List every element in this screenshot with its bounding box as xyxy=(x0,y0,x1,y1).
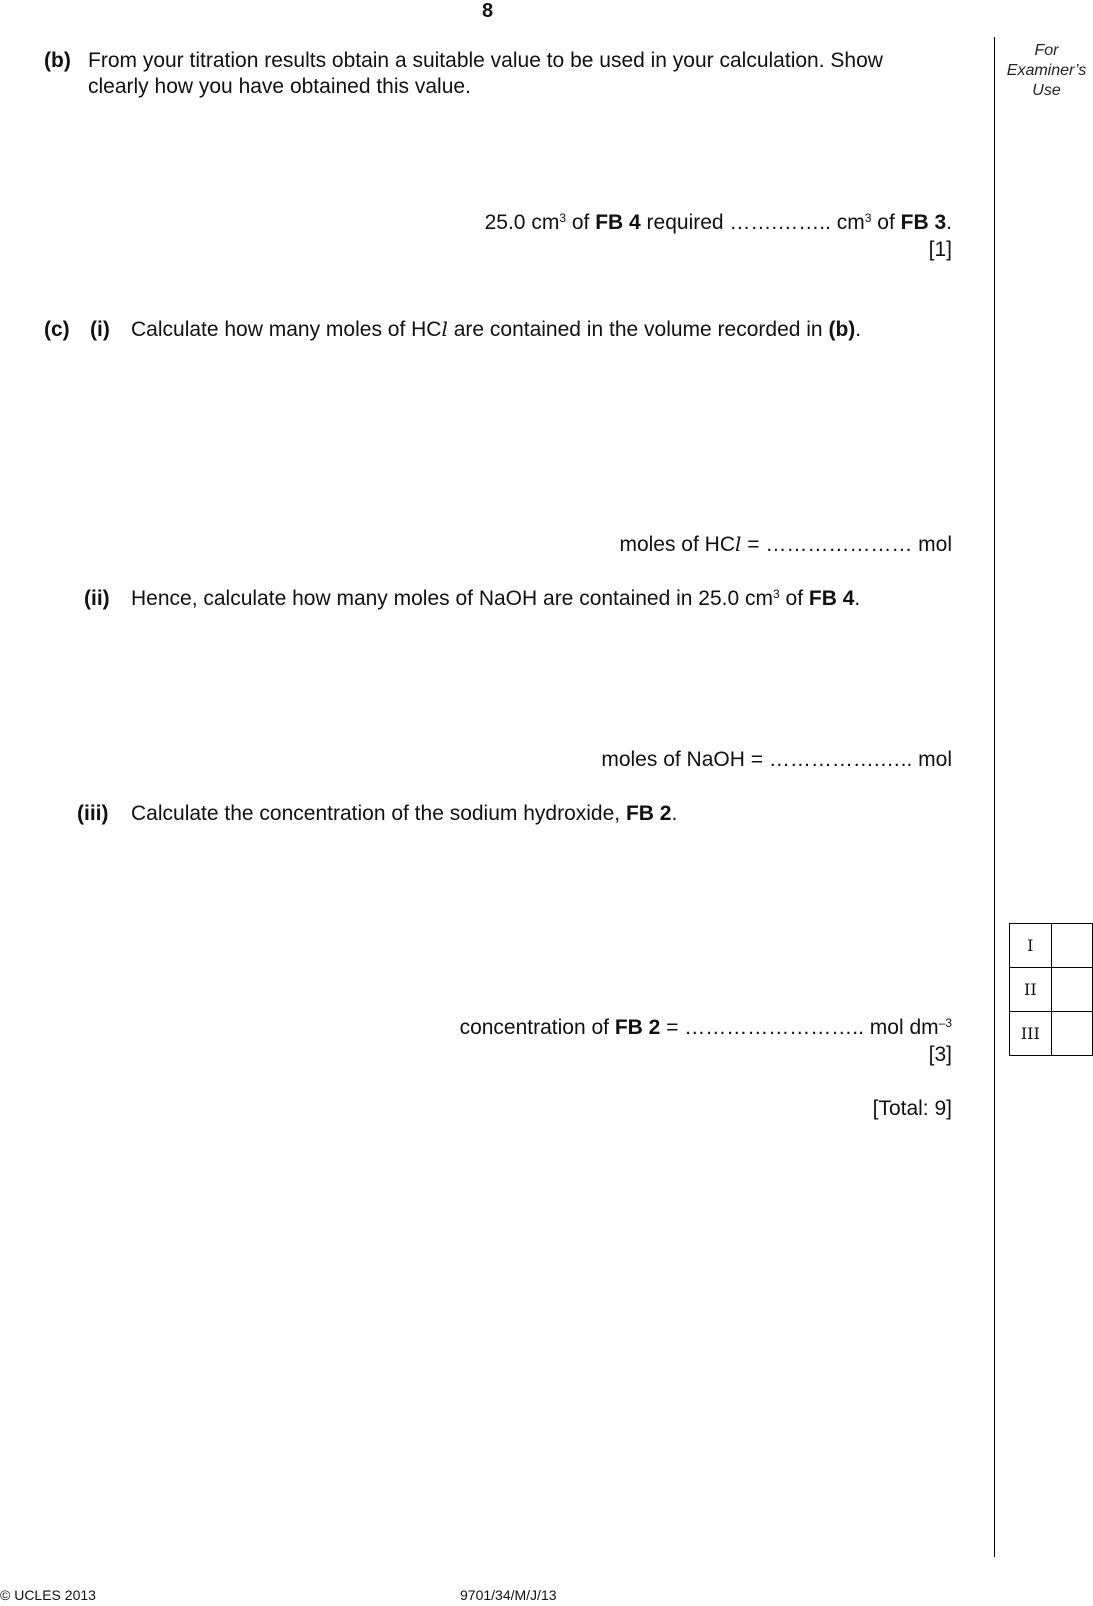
part-c-iii-marks: [3] xyxy=(928,1043,952,1066)
footer-copyright: © UCLES 2013 xyxy=(0,1587,96,1603)
mark-row-label: III xyxy=(1010,1012,1052,1056)
part-c-ii-question xyxy=(131,585,860,612)
part-b-answer-of2: of xyxy=(871,211,901,234)
part-c-i-text-before: Calculate how many moles of HC xyxy=(131,318,442,341)
mark-cell xyxy=(1051,924,1092,968)
part-c-ii-text-before: Hence, calculate how many moles of NaOH are contained in 25.0 cm xyxy=(131,587,773,610)
part-c-i-answer-ell: l xyxy=(734,532,742,556)
part-c-i-ref: (b) xyxy=(828,318,856,341)
part-c-iii-question xyxy=(131,800,677,827)
examiner-margin-line xyxy=(994,37,995,1557)
part-b-answer-fb3: FB 3 xyxy=(900,211,947,234)
part-c-i-answer-before: moles of HC xyxy=(619,533,735,556)
part-b-marks: [1] xyxy=(928,238,952,261)
part-b-answer-required: required …….…….. cm xyxy=(640,211,865,234)
part-b-answer-fb4: FB 4 xyxy=(595,211,641,234)
examiner-use-label: For Examiner’s Use xyxy=(1006,42,1087,99)
part-b-answer-of: of xyxy=(566,211,596,234)
part-b-answer-sup2: 3 xyxy=(864,211,872,225)
part-b-question-line2: clearly how you have obtained this value. xyxy=(88,75,471,98)
examiner-mark-table xyxy=(1009,923,1093,1056)
part-c-label: (c) xyxy=(44,318,70,341)
page-number: 8 xyxy=(481,0,494,22)
part-c-ii-sup: 3 xyxy=(773,587,780,601)
part-c-iii-answer-sup: –3 xyxy=(938,1016,952,1030)
part-b-answer-end: . xyxy=(946,211,952,234)
part-b-label: (b) xyxy=(44,49,71,72)
part-c-iii-answer-after: = …………………….. mol dm xyxy=(660,1016,939,1039)
total-marks: [Total: 9] xyxy=(872,1097,952,1120)
mark-row-label: I xyxy=(1010,924,1052,968)
mark-cell xyxy=(1051,1012,1092,1056)
part-c-iii-ref: FB 2 xyxy=(625,802,672,825)
part-c-i-text-after: are contained in the volume recorded in xyxy=(447,318,829,341)
footer-paper-code: 9701/34/M/J/13 xyxy=(460,1587,557,1603)
part-c-iii-label: (iii) xyxy=(77,802,109,825)
part-c-ii-answer-line: moles of NaOH = …………….….. mol xyxy=(601,748,952,771)
part-b-answer-line xyxy=(485,209,952,236)
part-c-iii-text-before: Calculate the concentration of the sodium hydroxide, xyxy=(131,802,626,825)
part-c-ii-label: (ii) xyxy=(84,587,110,610)
mark-row-label: II xyxy=(1010,968,1052,1012)
part-c-iii-answer-before: concentration of xyxy=(459,1016,615,1039)
part-c-ii-ref: FB 4 xyxy=(808,587,855,610)
mark-row xyxy=(1010,924,1093,968)
mark-cell xyxy=(1051,968,1092,1012)
part-c-i-label: (i) xyxy=(90,318,110,341)
part-c-iii-answer-ref: FB 2 xyxy=(614,1016,661,1039)
part-c-i-ell: l xyxy=(441,317,448,341)
part-b-question-line1: From your titration results obtain a suitable value to be used in your calculation. Show xyxy=(88,49,883,72)
part-c-i-answer-line xyxy=(619,531,952,558)
part-c-iii-end: . xyxy=(671,802,678,825)
part-c-i-question xyxy=(131,316,861,343)
part-c-ii-text-of: of xyxy=(779,587,809,610)
mark-row xyxy=(1010,1012,1093,1056)
part-c-iii-answer-line xyxy=(460,1014,952,1041)
part-c-ii-end: . xyxy=(854,587,861,610)
part-b-answer-sup: 3 xyxy=(559,211,566,225)
mark-row xyxy=(1010,968,1093,1012)
part-b-answer-prefix: 25.0 cm xyxy=(484,211,560,234)
part-c-i-answer-after: = ………………… mol xyxy=(741,533,952,556)
part-c-i-end: . xyxy=(855,318,862,341)
